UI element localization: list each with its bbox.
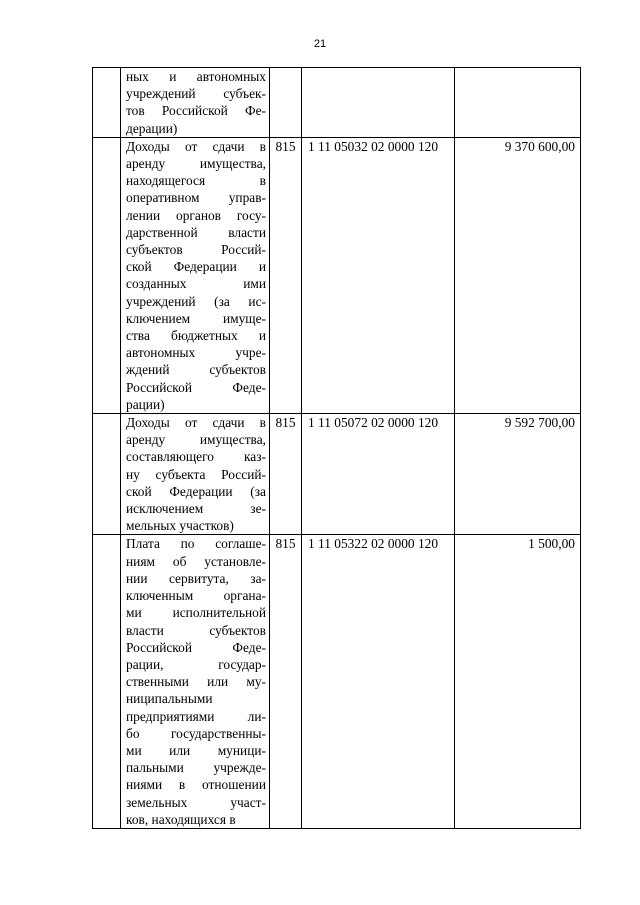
revenue-name-line: ственными или му- [126, 674, 266, 690]
revenue-name-line: бо государственны- [126, 725, 266, 741]
revenue-name-line: учреждений (за ис- [126, 293, 266, 309]
table-row [93, 414, 581, 535]
revenue-name-line: Российской Феде- [126, 639, 266, 655]
revenue-name-line: Доходы от сдачи в [126, 138, 266, 154]
revenue-table [92, 67, 581, 829]
revenue-name-line: ми или муници- [126, 742, 266, 758]
revenue-name-line: ключением имуще- [126, 310, 266, 326]
revenue-name-cell [121, 68, 270, 138]
revenue-name-line: мельных участков) [126, 518, 234, 534]
revenue-name-line: ниями в отношении [126, 777, 266, 793]
administrator-code-cell: 815 [270, 414, 302, 535]
amount-cell: 1 500,00 [455, 535, 581, 828]
administrator-code-cell: 815 [270, 137, 302, 413]
revenue-name-line: субъектов Россий- [126, 242, 266, 258]
revenue-name-line: тов Российской Фе- [126, 103, 266, 119]
revenue-name-line: ных и автономных [126, 69, 266, 84]
revenue-name-line: земельных участ- [126, 794, 266, 810]
amount-cell: 9 370 600,00 [455, 137, 581, 413]
revenue-name-line: лении органов госу- [126, 207, 266, 223]
revenue-name-line: ства бюджетных и [126, 328, 266, 344]
administrator-code-cell [270, 68, 302, 138]
revenue-name-line: дерации) [126, 120, 178, 136]
row-number-cell [93, 68, 121, 138]
revenue-name-line: пальными учрежде- [126, 760, 266, 776]
revenue-name-line: автономных учре- [126, 345, 266, 361]
revenue-name-cell [121, 535, 270, 828]
revenue-name-line: Российской Феде- [126, 379, 266, 395]
revenue-name-line: ков, находящихся в [126, 811, 236, 827]
revenue-name-line: находящегося в [126, 173, 266, 189]
revenue-name-line: ской Федерации (за [126, 483, 266, 499]
table-row [93, 137, 581, 413]
revenue-name-line: рации) [126, 396, 165, 412]
revenue-name-line: оперативном управ- [126, 190, 266, 206]
budget-classification-code-cell: 1 11 05032 02 0000 120 [302, 137, 455, 413]
table-row [93, 535, 581, 828]
revenue-name-line: исключением зе- [126, 501, 266, 517]
revenue-name-line: Плата по соглаше- [126, 536, 266, 552]
revenue-name-line: ключенным органа- [126, 588, 266, 604]
revenue-name-line: ждений субъектов [126, 362, 266, 378]
budget-classification-code-cell [302, 68, 455, 138]
revenue-name-line: предприятиями ли- [126, 708, 266, 724]
row-number-cell [93, 137, 121, 413]
page-number: 21 [313, 38, 327, 50]
revenue-name-line: ниям об установле- [126, 553, 266, 569]
revenue-name-line: составляющего каз- [126, 449, 266, 465]
administrator-code-cell: 815 [270, 535, 302, 828]
revenue-name-line: аренду имущества, [126, 432, 266, 448]
revenue-name-cell [121, 137, 270, 413]
revenue-name-line: ниципальными [126, 691, 213, 707]
revenue-name-line: Доходы от сдачи в [126, 415, 266, 431]
revenue-name-cell [121, 414, 270, 535]
revenue-name-line: власти субъектов [126, 622, 266, 638]
revenue-name-line: созданных ими [126, 276, 266, 292]
budget-classification-code-cell: 1 11 05322 02 0000 120 [302, 535, 455, 828]
revenue-name-line: ми исполнительной [126, 605, 266, 621]
revenue-name-line: нии сервитута, за- [126, 570, 266, 586]
amount-cell: 9 592 700,00 [455, 414, 581, 535]
revenue-name-line: аренду имущества, [126, 156, 266, 172]
amount-cell [455, 68, 581, 138]
table-row [93, 68, 581, 138]
revenue-name-line: ской Федерации и [126, 259, 266, 275]
row-number-cell [93, 535, 121, 828]
revenue-name-line: рации, государ- [126, 656, 266, 672]
revenue-name-line: ну субъекта Россий- [126, 466, 266, 482]
budget-classification-code-cell: 1 11 05072 02 0000 120 [302, 414, 455, 535]
revenue-name-line: дарственной власти [126, 224, 266, 240]
row-number-cell [93, 414, 121, 535]
revenue-name-line: учреждений субъек- [126, 86, 266, 102]
